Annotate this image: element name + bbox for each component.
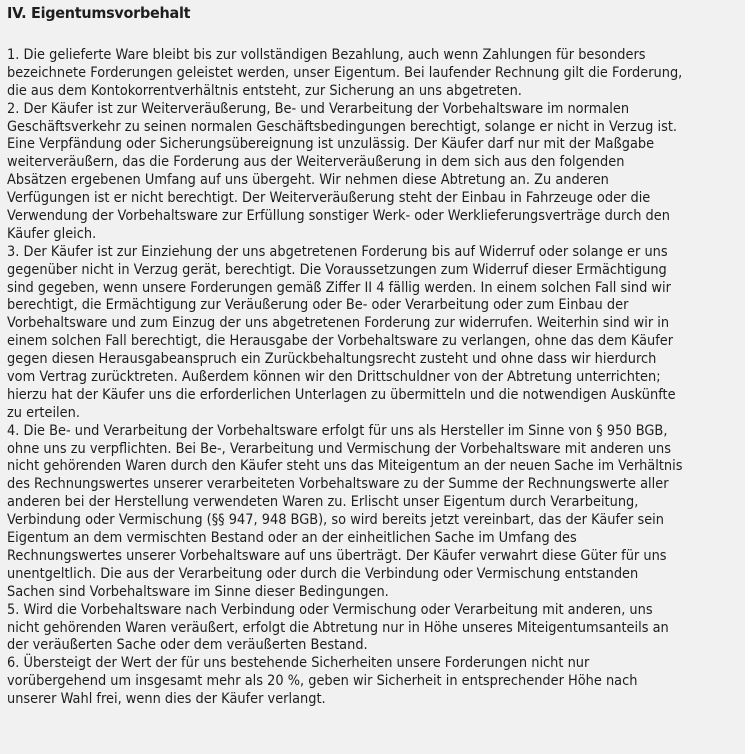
text-line: gegen diesen Herausgabeanspruch ein Zurückbehaltungsrecht zusteht und ohne dass wir hierdurch: [7, 351, 657, 368]
text-line: Eine Verpfändung oder Sicherungsübereignung ist unzulässig. Der Käufer darf nur mit der Maßgabe: [7, 136, 655, 153]
text-line: Vorbehaltsware und zum Einzug der uns abgetretenen Forderung zur widerrufen. Weiterhin sind wir in: [7, 315, 670, 332]
text-line: 6. Übersteigt der Wert der für uns bestehende Sicherheiten unsere Forderungen nicht nur: [7, 655, 590, 672]
text-line: 5. Wird die Vorbehaltsware nach Verbindung oder Vermischung oder Verarbeitung mit anderen, uns: [7, 601, 653, 618]
text-line: Rechnungswertes unserer Vorbehaltsware auf uns überträgt. Der Käufer verwahrt diese Güter für uns: [7, 547, 667, 564]
text-line: Sachen sind Vorbehaltsware im Sinne dieser Bedingungen.: [7, 583, 389, 600]
text-line: anderen bei der Herstellung verwendeten Waren zu. Erlischt unser Eigentum durch Verarbeitung,: [7, 494, 639, 511]
text-line: 1. Die gelieferte Ware bleibt bis zur vollständigen Bezahlung, auch wenn Zahlungen für besonders: [7, 47, 646, 63]
text-line: die aus dem Kontokorrentverhältnis entsteht, zur Sicherung an uns abgetreten.: [7, 82, 522, 99]
text-line: unentgeltlich. Die aus der Verarbeitung oder durch die Verbindung oder Vermischung entstanden: [7, 565, 639, 582]
text-line: Käufer gleich.: [7, 225, 97, 242]
text-line: berechtigt, die Ermächtigung zur Veräußerung oder Be- oder Verarbeitung oder zum Einbau der: [7, 297, 629, 314]
text-line: unserer Wahl frei, wenn dies der Käufer verlangt.: [7, 691, 326, 708]
text-line: bezeichnete Forderungen geleistet werden, unser Eigentum. Bei laufender Rechnung gilt die Forderung,: [7, 64, 683, 81]
text-line: sind gegeben, wenn unsere Forderungen gemäß Ziffer II 4 fällig werden. In einem solchen Fall sind wir: [7, 279, 671, 296]
text-line: hierzu hat der Käufer uns die erforderlichen Unterlagen zu übermitteln und die notwendigen Auskünfte: [7, 386, 676, 403]
text-line: des Rechnungswertes unserer verarbeiteten Vorbehaltsware zu der Summe der Rechnungswerte aller: [7, 476, 669, 493]
text-line: einem solchen Fall berechtigt, die Herausgabe der Vorbehaltsware zu verlangen, ohne das dem Käufer: [7, 333, 674, 350]
text-line: vorübergehend um insgesamt mehr als 20 %, geben wir Sicherheit in entsprechender Höhe nach: [7, 673, 638, 690]
text-line: 4. Die Be- und Verarbeitung der Vorbehaltsware erfolgt für uns als Hersteller im Sinne von § 950 BGB,: [7, 422, 668, 439]
text-line: Verfügungen ist er nicht berechtigt. Der Weiterveräußerung steht der Einbau in Fahrzeuge oder die: [7, 190, 651, 207]
text-line: Verbindung oder Vermischung (§§ 947, 948 BGB), so wird bereits jetzt vereinbart, das der Käufer sein: [7, 512, 664, 529]
section-title: IV. Eigentumsvorbehalt: [7, 4, 191, 22]
text-line: Verwendung der Vorbehaltsware zur Erfüllung sonstiger Werk- oder Werklieferungsverträge durch den: [7, 208, 670, 225]
text-line: nicht gehörenden Waren durch den Käufer steht uns das Miteigentum an der neuen Sache im Verhältnis: [7, 458, 683, 475]
text-line: 2. Der Käufer ist zur Weiterveräußerung, Be- und Verarbeitung der Vorbehaltsware im normalen: [7, 100, 630, 117]
text-line: ohne uns zu verpflichten. Bei Be-, Verarbeitung und Vermischung der Vorbehaltsware mit anderen uns: [7, 440, 671, 457]
section-body: [7, 47, 738, 709]
text-line: 3. Der Käufer ist zur Einziehung der uns abgetretenen Forderung bis auf Widerruf oder solange er uns: [7, 243, 668, 260]
text-line: nicht gehörenden Waren veräußert, erfolgt die Abtretung nur in Höhe unseres Miteigentumsanteils an: [7, 619, 669, 636]
text-line: weiterveräußern, das die Forderung aus der Weiterveräußerung in dem sich aus den folgenden: [7, 154, 625, 171]
text-line: gegenüber nicht in Verzug gerät, berechtigt. Die Voraussetzungen zum Widerruf dieser Ermächtigung: [7, 261, 667, 278]
text-line: der veräußerten Sache oder dem veräußerten Bestand.: [7, 637, 368, 654]
text-line: Eigentum an dem vermischten Bestand oder an der einheitlichen Sache im Umfang des: [7, 530, 577, 547]
text-line: vom Vertrag zurücktreten. Außerdem können wir den Drittschuldner von der Abtretung unterrichten;: [7, 369, 661, 386]
text-line: Geschäftsverkehr zu seinen normalen Geschäftsbedingungen berechtigt, solange er nicht in Verzug ist.: [7, 118, 678, 135]
text-line: zu erteilen.: [7, 404, 80, 421]
text-line: Absätzen ergebenen Umfang auf uns übergeht. Wir nehmen diese Abtretung an. Zu anderen: [7, 172, 609, 189]
